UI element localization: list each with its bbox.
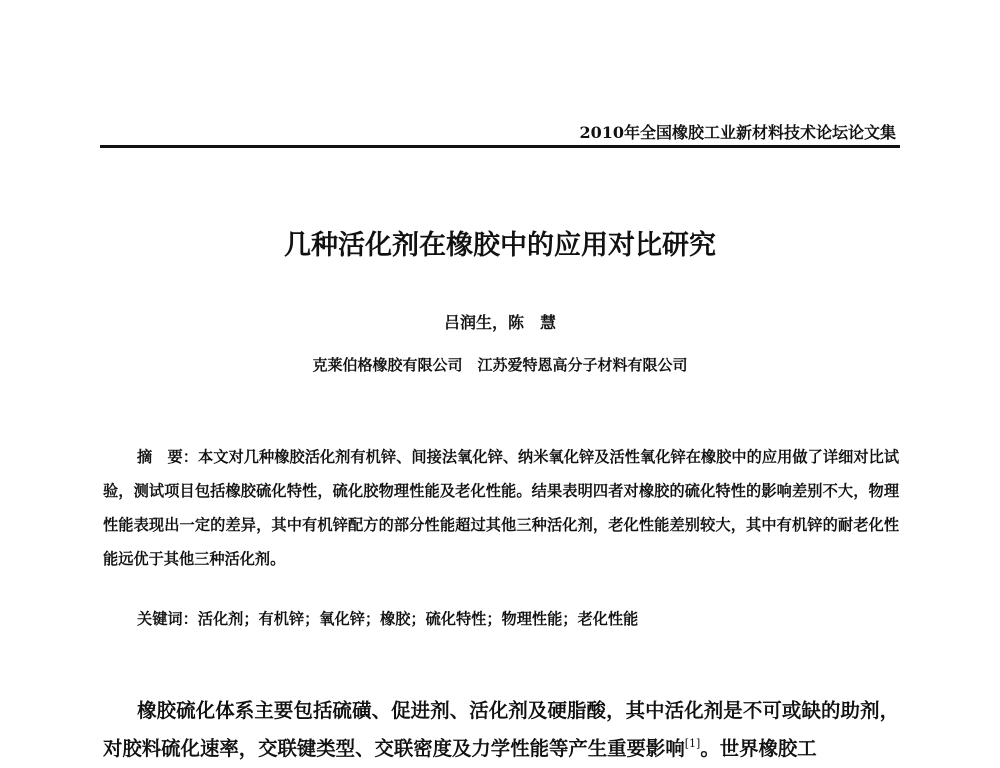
abstract bbox=[103, 440, 899, 576]
abstract-text: 本文对几种橡胶活化剂有机锌、间接法氧化锌、纳米氧化锌及活性氧化锌在橡胶中的应用做了详细对比试验，测试项目包括橡胶硫化特性，硫化胶物理性能及老化性能。结果表明四者对橡胶的硫化特性的影响差别不大，物理性能表现出一定的差异，其中有机锌配方的部分性能超过其他三种活化剂，老化性能差别较大，其中有机锌的耐老化性能远优于其他三种活化剂。 bbox=[103, 448, 900, 568]
keywords-text: 活化剂；有机锌；氧化锌；橡胶；硫化特性；物理性能；老化性能 bbox=[197, 610, 639, 628]
header-rule bbox=[100, 145, 900, 148]
body-text-part1: 橡胶硫化体系主要包括硫磺、促进剂、活化剂及硬脂酸，其中活化剂是不可或缺的助剂，对胶料硫化速率，交联键类型、交联密度及力学性能等产生重要影响 bbox=[103, 699, 899, 760]
keywords bbox=[137, 608, 638, 629]
body-paragraph bbox=[103, 692, 899, 768]
citation-ref[interactable]: [1] bbox=[684, 737, 701, 750]
affiliations: 克莱伯格橡胶有限公司 江苏爱特恩高分子材料有限公司 bbox=[312, 356, 688, 374]
body-text-part2: 。世界橡胶工 bbox=[700, 737, 817, 760]
paper-title: 几种活化剂在橡胶中的应用对比研究 bbox=[284, 230, 716, 261]
abstract-label: 摘 要： bbox=[137, 448, 199, 466]
keywords-label: 关键词： bbox=[137, 610, 198, 628]
authors: 吕润生，陈 慧 bbox=[443, 313, 556, 332]
running-head: 2010年全国橡胶工业新材料技术论坛论文集 bbox=[579, 123, 896, 142]
